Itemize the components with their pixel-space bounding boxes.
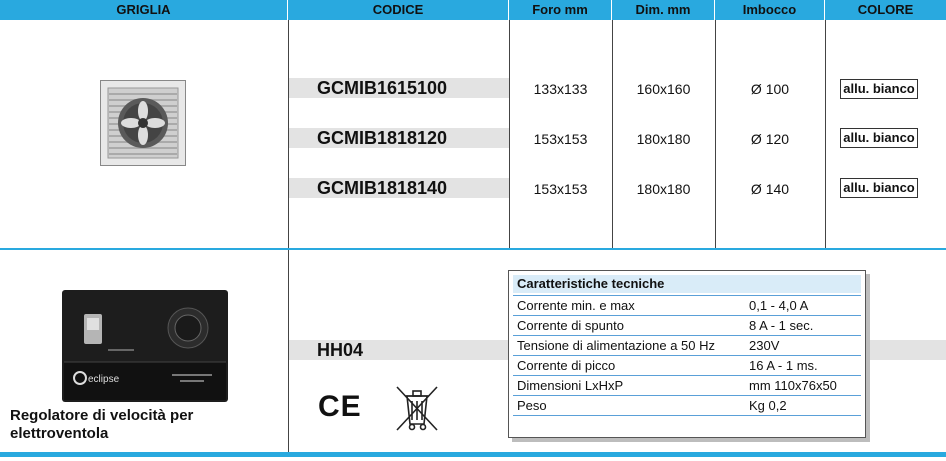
header-dim: Dim. mm [612,0,715,20]
product-code: GCMIB1818120 [317,128,448,148]
weee-icon [394,384,440,432]
product-code: HH04 [317,340,364,360]
spec-label: Dimensioni LxHxP [517,378,624,393]
imbocco-value: Ø 120 [750,131,790,147]
colore-value: allu. bianco [840,128,918,148]
grille-fan-icon [100,80,186,166]
specs-table [508,270,866,438]
product-code: GCMIB1818140 [317,178,448,198]
regulator-image [62,290,228,402]
header-foro: Foro mm [509,0,612,20]
colore-value: allu. bianco [840,79,918,99]
foro-value: 153x153 [533,131,588,147]
grille-image [100,80,186,166]
spec-label: Peso [517,398,547,413]
colore-value: allu. bianco [840,178,918,198]
header-griglia: GRIGLIA [0,0,288,20]
spec-value: 230V [749,338,780,353]
column-divider [825,20,826,248]
header-colore: COLORE [825,0,946,20]
imbocco-value: Ø 100 [750,81,790,97]
product-code: GCMIB1615100 [317,78,448,98]
spec-value: Kg 0,2 [749,398,787,413]
row-separator [0,248,946,250]
header-codice: CODICE [288,0,509,20]
spec-row [513,295,861,315]
caption-line: Regolatore di velocità per [10,407,194,424]
spec-row [513,315,861,335]
spec-value: 8 A - 1 sec. [749,318,814,333]
ce-mark: CE [318,390,362,423]
spec-row [513,375,861,395]
imbocco-value: Ø 140 [750,181,790,197]
foro-value: 133x133 [533,81,588,97]
speed-regulator-device-icon [62,290,228,402]
spec-row [513,395,861,416]
spec-value: 16 A - 1 ms. [749,358,818,373]
spec-row [513,355,861,375]
spec-label: Corrente di picco [517,358,616,373]
brand-label: eclipse [88,374,120,385]
spec-value: 0,1 - 4,0 A [749,298,809,313]
spec-label: Corrente di spunto [517,318,624,333]
dim-value: 180x180 [636,181,691,197]
dim-value: 180x180 [636,131,691,147]
header-imbocco: Imbocco [715,0,825,20]
spec-value: mm 110x76x50 [749,378,837,393]
spec-row [513,335,861,355]
spec-label: Tensione di alimentazione a 50 Hz [517,338,716,353]
specs-title: Caratteristiche tecniche [513,275,861,293]
regulator-caption [10,407,193,443]
bottom-bar [0,452,946,457]
dim-value: 160x160 [636,81,691,97]
foro-value: 153x153 [533,181,588,197]
caption-line: elettroventola [10,425,109,442]
spec-label: Corrente min. e max [517,298,635,313]
